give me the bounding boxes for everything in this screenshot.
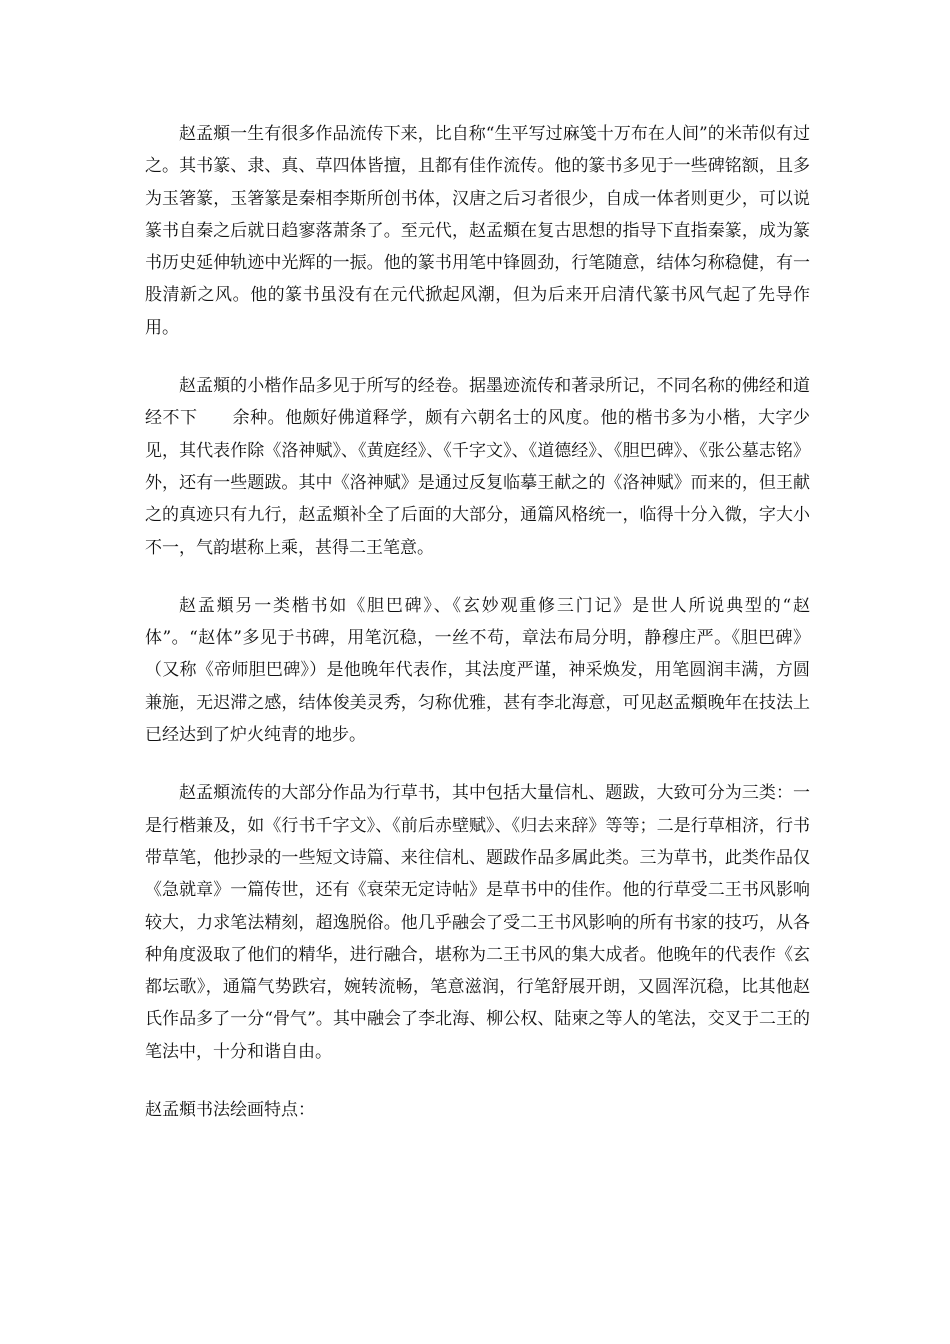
- document-body: [145, 118, 810, 1126]
- paragraph-small-regular-script: 赵孟頫的小楷作品多见于所写的经卷。据墨迹流传和著录所记，不同名称的佛经和道经不下 余种。他颇好佛道释学，颇有六朝名士的风度。他的楷书多为小楷，大字少见，其代表作除《洛神赋》、《黄庭经》、《千字文》、《道德经》、《胆巴碑》、《张公墓志铭》外，还有一些题跋。其中《洛神赋》是通过反复临摹王献之的《洛神赋》而来的，但王献之的真迹只有九行，赵孟頫补全了后面的大部分，通篇风格统一，临得十分入微，字大小不一，气韵堪称上乘，甚得二王笔意。: [145, 376, 810, 558]
- section-heading: 赵孟頫书法绘画特点：: [145, 1100, 315, 1121]
- paragraph-running-cursive: 赵孟頫流传的大部分作品为行草书，其中包括大量信札、题跋，大致可分为三类：一是行楷兼及，如《行书千字文》、《前后赤壁赋》、《归去来辞》等等；二是行草相济，行书带草笔，他抄录的一些短文诗篇、来往信札、题跋作品多属此类。三为草书，此类作品仅《急就章》一篇传世，还有《衰荣无定诗帖》是草书中的佳作。他的行草受二王书风影响较大，力求笔法精刻，超逸脱俗。他几乎融会了受二王书风影响的所有书家的技巧，从各种角度汲取了他们的精华，进行融合，堪称为二王书风的集大成者。他晚年的代表作《玄都坛歌》，通篇气势跌宕，婉转流畅，笔意滋润，行笔舒展开朗，又圆浑沉稳，比其他赵氏作品多了一分“骨气”。其中融会了李北海、柳公权、陆柬之等人的笔法，交叉于二王的笔法中，十分和谐自由。: [145, 783, 810, 1062]
- paragraph-seal-script: 赵孟頫一生有很多作品流传下来，比自称“生平写过麻笺十万布在人间”的米芾似有过之。其书篆、隶、真、草四体皆擅，且都有佳作流传。他的篆书多见于一些碑铭额，且多为玉箸篆，玉箸篆是秦相李斯所创书体，汉唐之后习者很少，自成一体者则更少，可以说篆书自秦之后就日趋寥落萧条了。至元代，赵孟頫在复古思想的指导下直指秦篆，成为篆书历史延伸轨迹中光辉的一振。他的篆书用笔中锋圆劲，行笔随意，结体匀称稳健，有一股清新之风。他的篆书虽没有在元代掀起风潮，但为后来开启清代篆书风气起了先导作用。: [145, 124, 810, 338]
- paragraph-zhao-style: 赵孟頫另一类楷书如《胆巴碑》、《玄妙观重修三门记》是世人所说典型的“赵体”。“赵体”多见于书碑，用笔沉稳，一丝不苟，章法布局分明，静穆庄严。《胆巴碑》（又称《帝师胆巴碑》）是他晚年代表作，其法度严谨，神采焕发，用笔圆润丰满，方圆兼施，无迟滞之感，结体俊美灵秀，匀称优雅，甚有李北海意，可见赵孟頫晚年在技法上已经达到了炉火纯青的地步。: [145, 595, 810, 746]
